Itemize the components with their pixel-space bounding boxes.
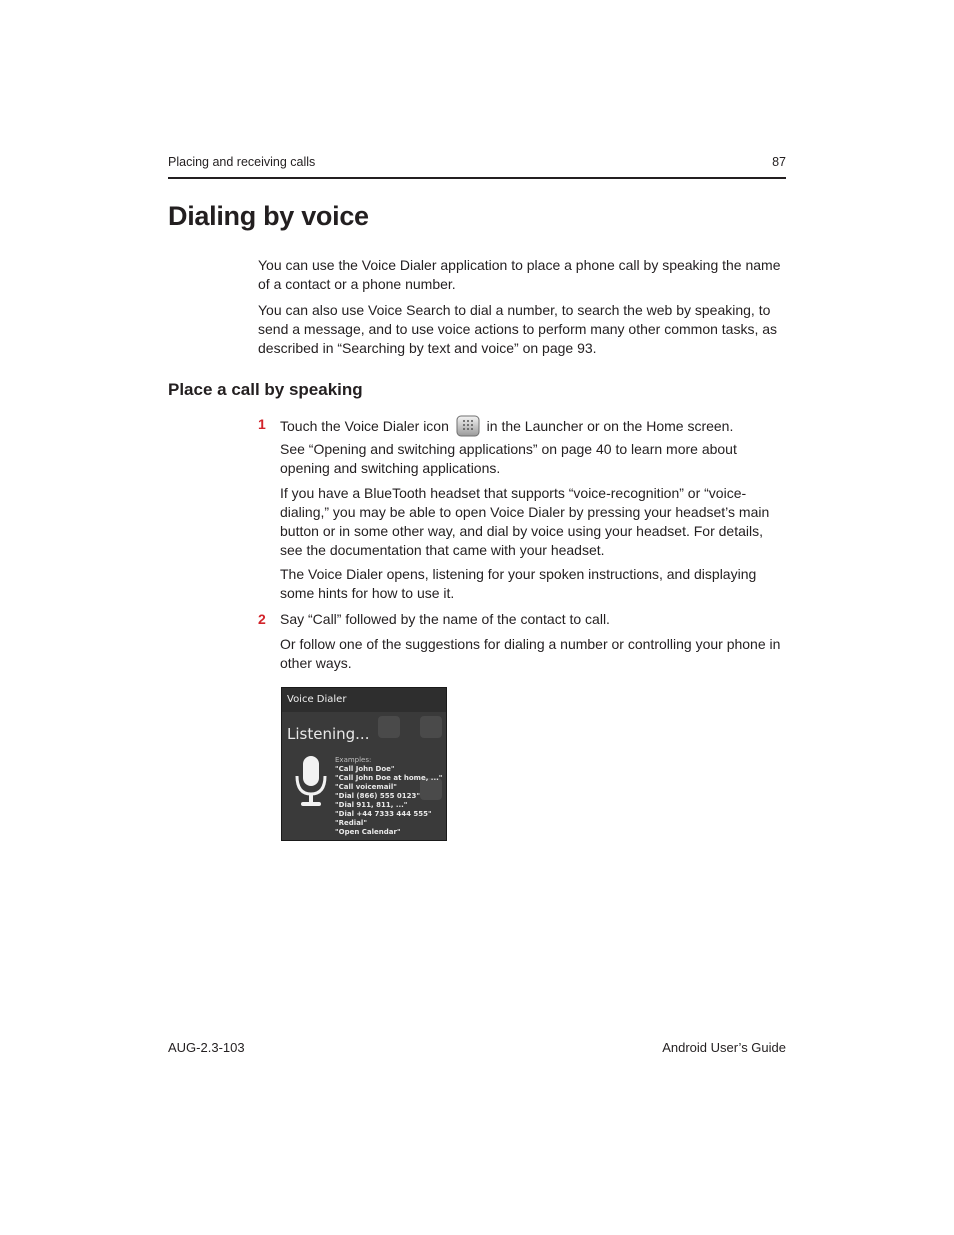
step-1-paragraph-3: The Voice Dialer opens, listening for your spoken instructions, and displaying some hints for how to use it. [280,566,757,601]
step-1-paragraph-2: If you have a BlueTooth headset that supports “voice-recognition” or “voice-dialing,” you may be able to open Voice Dialer by pressing your headset’s main button or in some other way, and dial by voice using your headset. For details, see the documentation that came with your headset. [280,485,770,558]
intro-paragraph-1: You can use the Voice Dialer application to place a phone call by speaking the name of a contact or a phone number. [258,257,781,292]
footer-doc-title: Android User’s Guide [662,1040,786,1055]
example-item: "Call John Doe" [335,765,395,773]
example-item: "Call John Doe at home, ..." [335,774,443,782]
running-header [168,155,786,179]
step-number-2: 2 [258,611,266,627]
example-item: "Redial" [335,819,367,827]
step-1-text-before: Touch the Voice Dialer icon [280,418,449,434]
screenshot-examples [335,756,442,837]
examples-heading: Examples: [335,756,372,764]
intro-paragraph-2: You can also use Voice Search to dial a number, to search the web by speaking, to send a message, and to use voice actions to perform many other common tasks, as described in “Searching by text and voice” on page 93. [258,302,778,356]
microphone-icon [294,756,328,808]
example-item: "Call voicemail" [335,783,397,791]
screenshot-app-title: Voice Dialer [287,694,347,705]
example-item: "Dial 911, 811, ..." [335,801,408,809]
step-2-paragraph-1: Or follow one of the suggestions for dialing a number or controlling your phone in other ways. [280,636,781,671]
header-section-title: Placing and receiving calls [168,155,316,169]
screenshot-status: Listening... [287,725,370,743]
voice-dialer-icon [456,415,480,437]
step-number-1: 1 [258,416,266,432]
example-item: "Dial (866) 555 0123" [335,792,421,800]
header-page-number: 87 [772,155,786,169]
step-1-text-after: in the Launcher or on the Home screen. [486,418,734,434]
example-item: "Open Calendar" [335,828,401,836]
page-title: Dialing by voice [168,201,369,231]
footer-doc-code: AUG-2.3-103 [168,1040,245,1055]
subsection-heading: Place a call by speaking [168,380,363,399]
background-app-tile [420,716,442,738]
step-1-paragraph-1: See “Opening and switching applications” on page 40 to learn more about opening and switching applications. [280,441,737,476]
example-item: "Dial +44 7333 444 555" [335,810,432,818]
step-2-text: Say “Call” followed by the name of the contact to call. [280,611,610,627]
voice-dialer-screenshot [281,687,447,841]
background-app-tile [378,716,400,738]
step-1-text [280,415,786,437]
